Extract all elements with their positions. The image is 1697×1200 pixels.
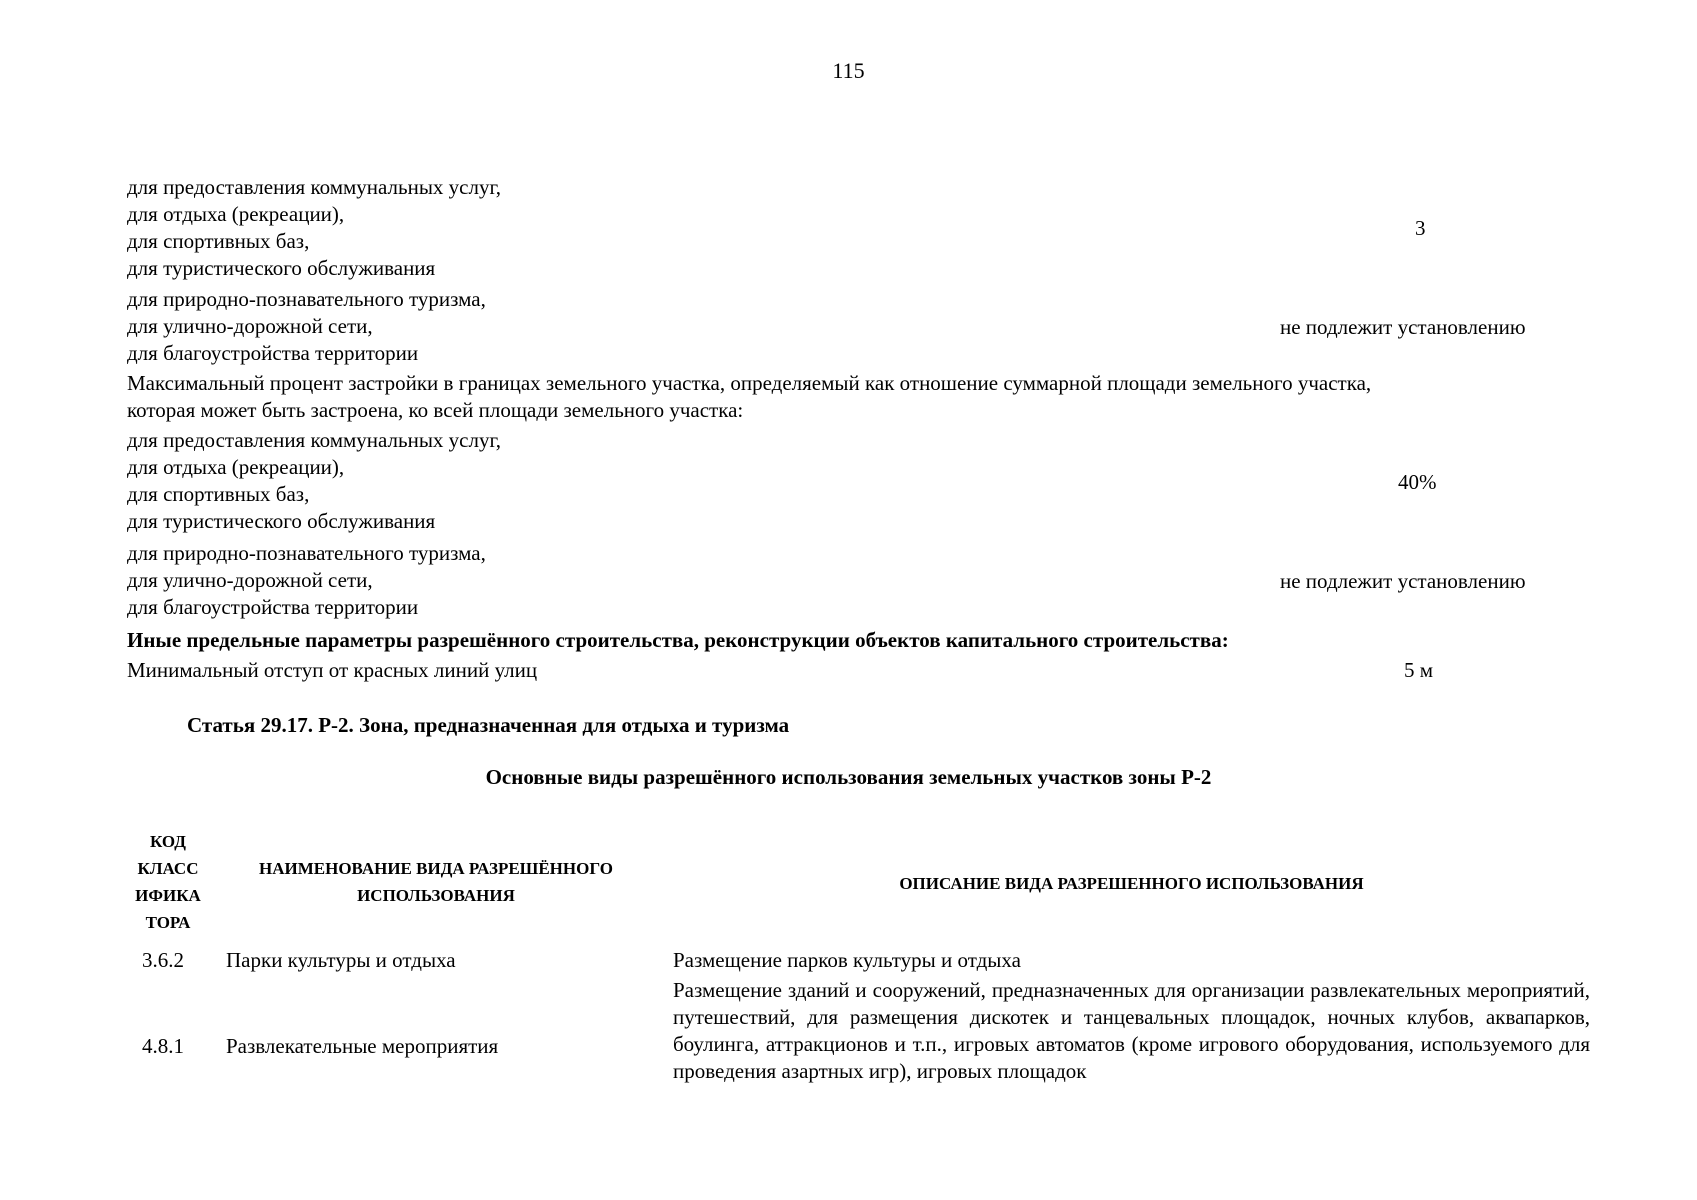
page-number: 115: [832, 58, 865, 83]
table-row-code: 4.8.1: [142, 1034, 184, 1058]
table-row-name: Развлекательные мероприятия: [226, 1034, 499, 1058]
list-item: для предоставления коммунальных услуг,: [127, 428, 501, 452]
min-setback-label: Минимальный отступ от красных линий улиц: [127, 658, 538, 682]
list-item: для благоустройства территории: [127, 595, 419, 619]
table-row-name: Парки культуры и отдыха: [226, 948, 456, 972]
list-item: для природно-познавательного туризма,: [127, 541, 486, 565]
block2-group-a: [127, 427, 501, 535]
header-code-line: КЛАСС: [137, 859, 199, 878]
block1-group-b-value: не подлежит установлению: [1280, 315, 1526, 339]
header-name: [226, 855, 646, 909]
header-code-line: ИФИКА: [135, 886, 201, 905]
header-code: [118, 828, 218, 936]
table-row-code: 3.6.2: [142, 948, 184, 972]
list-item: для благоустройства территории: [127, 341, 419, 365]
block1-group-b: [127, 286, 486, 367]
block2-group-a-value: 40%: [1398, 470, 1437, 494]
list-item: для отдыха (рекреации),: [127, 202, 345, 226]
list-item: для природно-познавательного туризма,: [127, 287, 486, 311]
list-item: для улично-дорожной сети,: [127, 314, 373, 338]
block1-group-a: [127, 174, 501, 282]
list-item: для спортивных баз,: [127, 482, 310, 506]
table-row-desc: Размещение зданий и сооружений, предназначенных для организации развлекательных мероприятий, путешествий, для размещения дискотек и танцевальных площадок, ночных клубов, аквапарков, боулинга, аттракционов и т.п., игровых автоматов (кроме игрового оборудования, используемого для проведения азартных игр), игровых площадок: [673, 978, 1590, 1083]
header-code-line: КОД: [150, 832, 186, 851]
paragraph-line: которая может быть застроена, ко всей площади земельного участка:: [127, 398, 744, 422]
header-desc: ОПИСАНИЕ ВИДА РАЗРЕШЕННОГО ИСПОЛЬЗОВАНИЯ: [899, 874, 1364, 893]
header-name-line: НАИМЕНОВАНИЕ ВИДА РАЗРЕШЁННОГО: [259, 859, 613, 878]
list-item: для туристического обслуживания: [127, 509, 436, 533]
max-percent-title: [127, 370, 1371, 424]
header-code-line: ТОРА: [145, 913, 191, 932]
table-row-desc: Размещение парков культуры и отдыха: [673, 948, 1021, 972]
other-params-heading: Иные предельные параметры разрешённого строительства, реконструкции объектов капитального строительства:: [127, 628, 1229, 652]
list-item: для туристического обслуживания: [127, 256, 436, 280]
min-setback-value: 5 м: [1404, 658, 1434, 682]
table-title: Основные виды разрешённого использования земельных участков зоны Р-2: [485, 765, 1212, 789]
list-item: для предоставления коммунальных услуг,: [127, 175, 501, 199]
list-item: для спортивных баз,: [127, 229, 310, 253]
article-title: Статья 29.17. Р-2. Зона, предназначенная для отдыха и туризма: [187, 713, 790, 737]
header-name-line: ИСПОЛЬЗОВАНИЯ: [357, 886, 515, 905]
block1-group-a-value: 3: [1415, 216, 1426, 240]
paragraph-line: Максимальный процент застройки в границах земельного участка, определяемый как отношение суммарной площади земельного участка,: [127, 371, 1372, 395]
block2-group-b-value: не подлежит установлению: [1280, 569, 1526, 593]
block2-group-b: [127, 540, 486, 621]
list-item: для отдыха (рекреации),: [127, 455, 345, 479]
list-item: для улично-дорожной сети,: [127, 568, 373, 592]
